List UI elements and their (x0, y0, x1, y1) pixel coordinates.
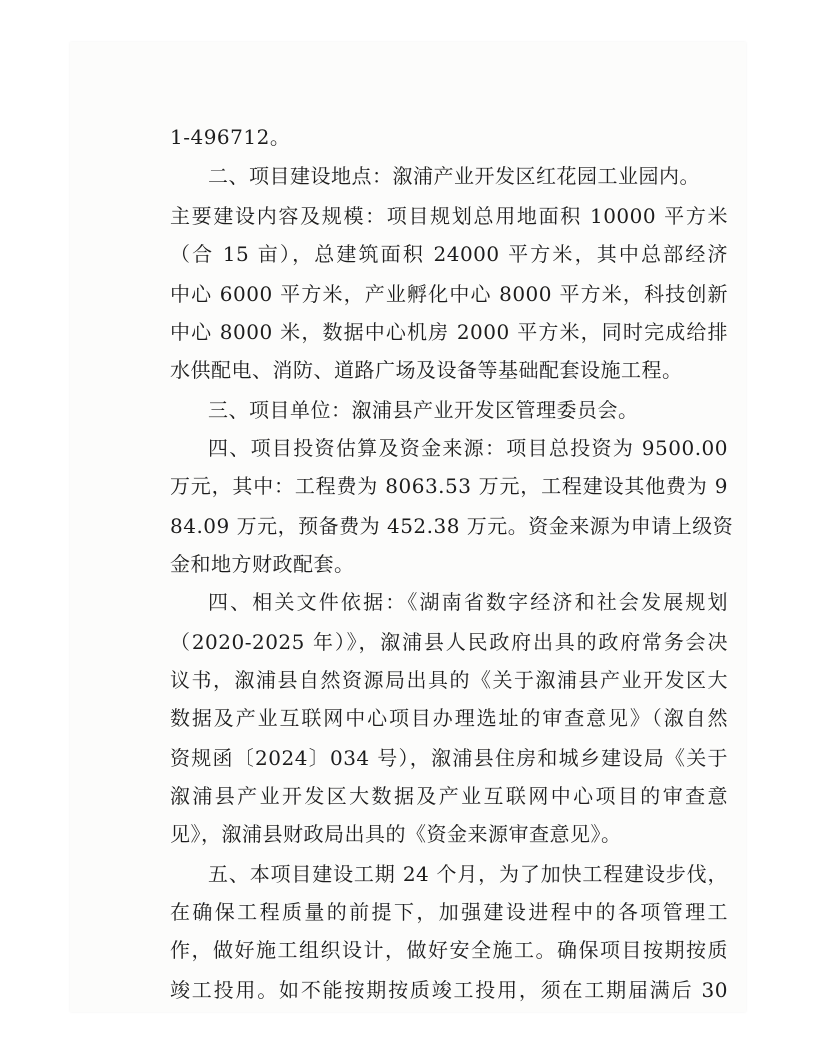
text-line-7: 水供配电、消防、道路广场及设备等基础配套设施工程。 (170, 358, 683, 382)
text-line-15: 议书，溆浦县自然资源局出具的《关于溆浦县产业开发区大 (170, 668, 728, 692)
text-line-2: 二、项目建设地点：溆浦产业开发区红花园工业园内。 (208, 164, 700, 188)
text-line-14: （2020-2025 年）》，溆浦县人民政府出具的政府常务会决 (170, 630, 728, 654)
text-line-16: 数据及产业互联网中心项目办理选址的审查意见》（溆自然 (170, 706, 728, 730)
text-line-17: 资规函〔2024〕034 号），溆浦县住房和城乡建设局《关于 (170, 746, 728, 770)
text-line-10: 万元，其中：工程费为 8063.53 万元，工程建设其他费为 9 (170, 474, 728, 498)
document-page (70, 42, 746, 1012)
text-line-11: 84.09 万元，预备费为 452.38 万元。资金来源为申请上级资 (170, 514, 734, 538)
text-line-21: 在确保工程质量的前提下，加强建设进程中的各项管理工 (170, 900, 728, 924)
text-line-9: 四、项目投资估算及资金来源：项目总投资为 9500.00 (208, 436, 728, 460)
text-line-6: 中心 8000 米，数据中心机房 2000 平方米，同时完成给排 (170, 320, 728, 344)
text-line-3: 主要建设内容及规模：项目规划总用地面积 10000 平方米 (170, 204, 728, 228)
text-line-1: 1-496712。 (170, 125, 291, 149)
text-line-8: 三、项目单位：溆浦县产业开发区管理委员会。 (208, 398, 639, 422)
text-line-18: 溆浦县产业开发区大数据及产业互联网中心项目的审查意 (170, 784, 728, 808)
text-line-19: 见》，溆浦县财政局出具的《资金来源审查意见》。 (170, 822, 622, 846)
text-line-13: 四、相关文件依据：《湖南省数字经济和社会发展规划 (208, 590, 728, 614)
text-line-23: 竣工投用。如不能按期按质竣工投用，须在工期届满后 30 (170, 978, 728, 1002)
text-line-20: 五、本项目建设工期 24 个月，为了加快工程建设步伐， (208, 862, 728, 886)
text-line-4: （合 15 亩），总建筑面积 24000 平方米，其中总部经济 (170, 242, 728, 266)
text-line-5: 中心 6000 平方米，产业孵化中心 8000 平方米，科技创新 (170, 282, 728, 306)
text-line-22: 作，做好施工组织设计，做好安全施工。确保项目按期按质 (170, 938, 728, 962)
text-line-12: 金和地方财政配套。 (170, 552, 355, 576)
